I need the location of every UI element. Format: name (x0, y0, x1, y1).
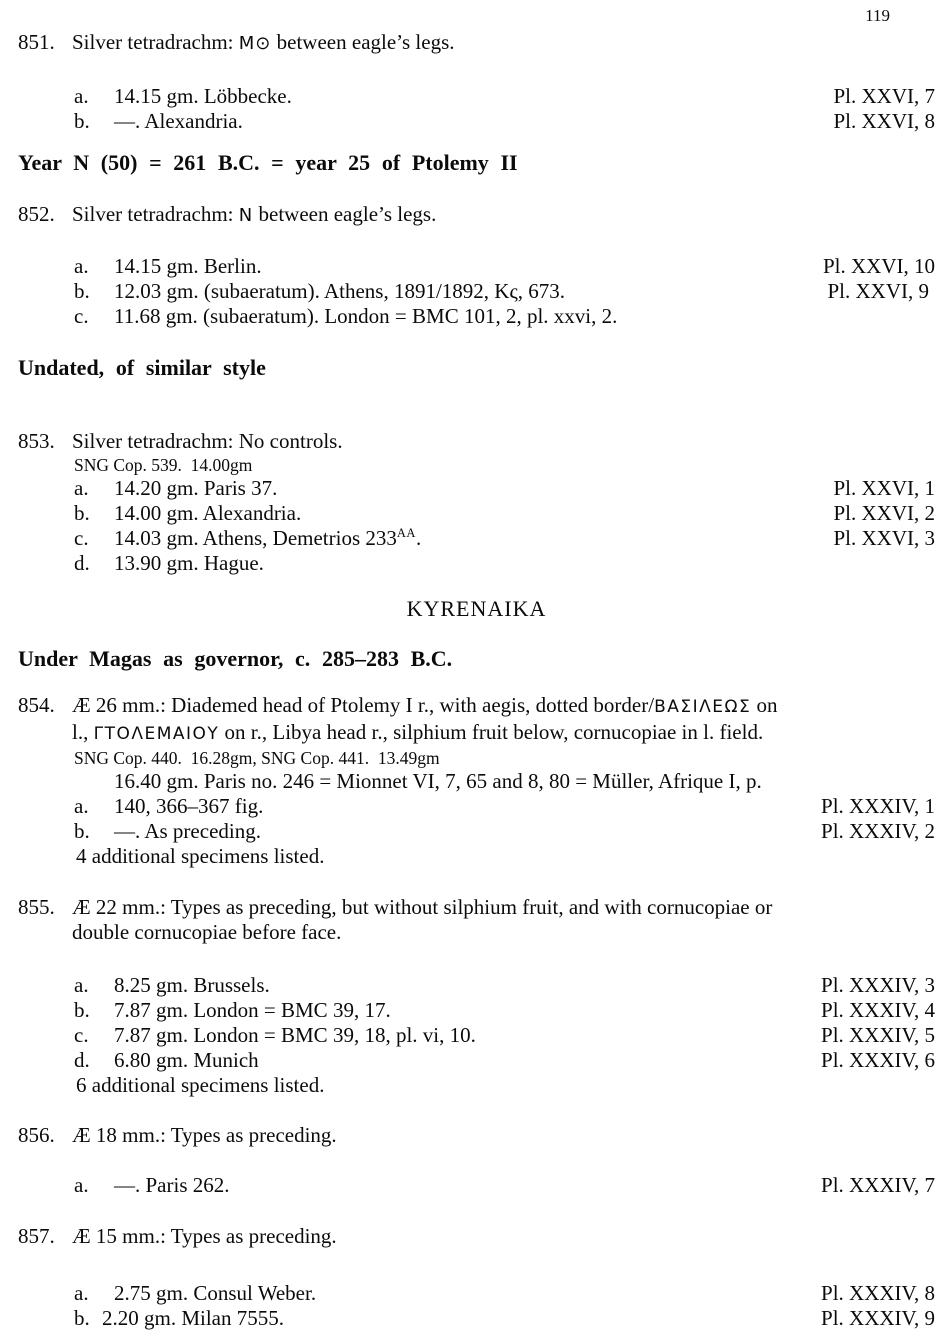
entry-852 (18, 202, 935, 329)
entry-description-line2: double cornucopiae before face. (72, 920, 342, 944)
die-control-superscript: AA (396, 526, 416, 540)
entry-853 (18, 429, 935, 576)
specimen-text: —. Paris 262. (114, 1173, 230, 1197)
specimen-list (74, 769, 935, 869)
specimen-letter: b. (74, 501, 90, 525)
plate-reference: Pl. XXVI, 3 (833, 526, 935, 550)
specimen-row (74, 84, 935, 109)
specimen-letter: a. (74, 254, 89, 278)
entry-description: Silver tetradrachm: Ν between eagle’s legs. (72, 202, 437, 226)
specimen-list (74, 1281, 935, 1331)
specimen-letter: a. (74, 1281, 89, 1305)
specimen-letter: b. (74, 1306, 90, 1330)
specimen-row (74, 526, 935, 551)
plate-reference: Pl. XXVI, 9 (827, 279, 929, 303)
section-heading-undated: Undated, of similar style (18, 355, 266, 380)
specimen-text: 14.15 gm. Löbbecke. (114, 84, 292, 108)
entry-description-line1: Æ 22 mm.: Types as preceding, but without silphium fruit, and with cornucopiae or (72, 895, 773, 919)
specimen-row (74, 998, 935, 1023)
section-heading-year-n: Year N (50) = 261 B.C. = year 25 of Ptolemy II (18, 150, 518, 175)
specimen-row (74, 109, 935, 134)
plate-reference: Pl. XXXIV, 2 (821, 819, 935, 843)
plate-reference: Pl. XXXIV, 6 (821, 1048, 935, 1072)
entry-description: Silver tetradrachm: No controls. (72, 429, 343, 453)
specimen-row (74, 769, 935, 819)
page-number: 119 (865, 6, 890, 25)
entry-number: 855. (18, 895, 55, 919)
specimen-text: 8.25 gm. Brussels. (114, 973, 270, 997)
plate-reference: Pl. XXVI, 2 (833, 501, 935, 525)
plate-reference: Pl. XXVI, 8 (833, 109, 935, 133)
greek-legend-basileos: ΒΑΣΙΛΕΩΣ (654, 697, 752, 717)
entry-851 (18, 30, 935, 134)
specimen-row (74, 819, 935, 844)
plate-reference: Pl. XXVI, 10 (822, 254, 935, 278)
specimen-text: 6.80 gm. Munich (114, 1048, 259, 1072)
entry-number: 852. (18, 202, 55, 226)
specimen-row (74, 1048, 935, 1073)
sng-reference-note: SNG Cop. 539. 14.00gm (74, 455, 253, 475)
specimen-row (74, 1306, 935, 1331)
control-mark-mo: Μ⊙ (238, 33, 272, 54)
plate-reference: Pl. XXXIV, 4 (821, 998, 935, 1022)
specimen-text: 14.03 gm. Athens, Demetrios $233^{AA}$. (114, 526, 422, 550)
plate-reference: Pl. XXXIV, 1 (821, 794, 935, 818)
plate-reference: Pl. XXXIV, 5 (821, 1023, 935, 1047)
specimen-letter: c. (74, 1023, 89, 1047)
specimen-letter: a. (74, 476, 89, 500)
specimen-row (74, 1281, 935, 1306)
specimen-row (74, 501, 935, 526)
specimen-letter: b. (74, 998, 90, 1022)
additional-specimens-note: 6 additional specimens listed. (76, 1073, 325, 1097)
greek-legend-ptolemaiou: ΓΤΟΛΕΜΑΙΟΥ (93, 724, 220, 744)
additional-specimens-note: 4 additional specimens listed. (76, 844, 325, 868)
specimen-text: —. Alexandria. (114, 109, 243, 133)
entry-number: 853. (18, 429, 55, 453)
specimen-text: 13.90 gm. Hague. (114, 551, 264, 575)
entry-description: Æ 18 mm.: Types as preceding. (72, 1123, 337, 1147)
plate-reference: Pl. XXXIV, 8 (821, 1281, 935, 1305)
region-heading-kyrenaika: KYRENAIKA (406, 596, 547, 621)
specimen-letter: b. (74, 279, 90, 303)
specimen-row (74, 304, 935, 329)
specimen-row (74, 1173, 935, 1198)
specimen-row (74, 973, 935, 998)
entry-855 (18, 895, 935, 1098)
specimen-text: 14.20 gm. Paris 37. (114, 476, 278, 500)
entry-number: 856. (18, 1123, 55, 1147)
specimen-text: 14.00 gm. Alexandria. (114, 501, 302, 525)
specimen-list (74, 1173, 935, 1198)
specimen-row (74, 279, 935, 304)
specimen-letter: c. (74, 526, 89, 550)
specimen-list (74, 973, 935, 1098)
specimen-letter: c. (74, 304, 89, 328)
specimen-list (74, 84, 935, 134)
entry-854 (18, 693, 935, 869)
plate-reference: Pl. XXXIV, 9 (821, 1306, 935, 1330)
control-mark-n: Ν (238, 205, 254, 226)
specimen-row (74, 1023, 935, 1048)
specimen-list (74, 254, 935, 329)
entry-description-line1: Æ 26 mm.: Diademed head of Ptolemy I r., with aegis, dotted border/ΒΑΣΙΛΕΩΣ on (72, 693, 778, 717)
specimen-text: 7.87 gm. London = BMC 39, 18, pl. vi, 10. (114, 1023, 476, 1047)
section-heading-under-magas: Under Magas as governor, c. 285–283 B.C. (18, 646, 453, 671)
entry-number: 857. (18, 1224, 55, 1248)
entry-description: Silver tetradrachm: Μ⊙ between eagle’s legs. (72, 30, 455, 54)
entry-number: 851. (18, 30, 55, 54)
entry-number: 854. (18, 693, 55, 717)
specimen-text: 11.68 gm. (subaeratum). London = BMC 101, 2, pl. xxvi, 2. (114, 304, 618, 328)
plate-reference: Pl. XXXIV, 3 (821, 973, 935, 997)
specimen-letter: d. (74, 551, 90, 575)
specimen-row (74, 551, 935, 576)
specimen-text: 2.75 gm. Consul Weber. (114, 1281, 317, 1305)
specimen-text: —. As preceding. (114, 819, 261, 843)
entry-description-line2: l., ΓΤΟΛΕΜΑΙΟΥ on r., Libya head r., silphium fruit below, cornucopiae in l. field. (72, 720, 764, 744)
specimen-row (74, 254, 935, 279)
specimen-text: 14.15 gm. Berlin. (114, 254, 262, 278)
specimen-letter: d. (74, 1048, 90, 1072)
plate-reference: Pl. XXXIV, 7 (821, 1173, 935, 1197)
plate-reference: Pl. XXVI, 1 (833, 476, 935, 500)
specimen-text: 7.87 gm. London = BMC 39, 17. (114, 998, 391, 1022)
specimen-text: 16.40 gm. Paris no. 246 = Mionnet VI, 7, 65 and 8, 80 = Müller, Afrique I, p. 140, 366–367 fig. (114, 769, 762, 818)
entry-857 (18, 1224, 935, 1331)
specimen-text: 12.03 gm. (subaeratum). Athens, 1891/1892, Kς, 673. (114, 279, 566, 303)
specimen-row (74, 476, 935, 501)
specimen-letter: b. (74, 819, 90, 843)
entry-description: Æ 15 mm.: Types as preceding. (72, 1224, 337, 1248)
specimen-list (74, 476, 935, 576)
plate-reference: Pl. XXVI, 7 (833, 84, 935, 108)
sng-reference-note: SNG Cop. 440. 16.28gm, SNG Cop. 441. 13.49gm (74, 748, 440, 768)
specimen-letter: a. (74, 973, 89, 997)
specimen-letter: a. (74, 1173, 89, 1197)
specimen-letter: a. (74, 794, 89, 818)
specimen-text: 2.20 gm. Milan 7555. (102, 1306, 284, 1330)
entry-856 (18, 1123, 935, 1198)
specimen-letter: b. (74, 109, 90, 133)
specimen-letter: a. (74, 84, 89, 108)
